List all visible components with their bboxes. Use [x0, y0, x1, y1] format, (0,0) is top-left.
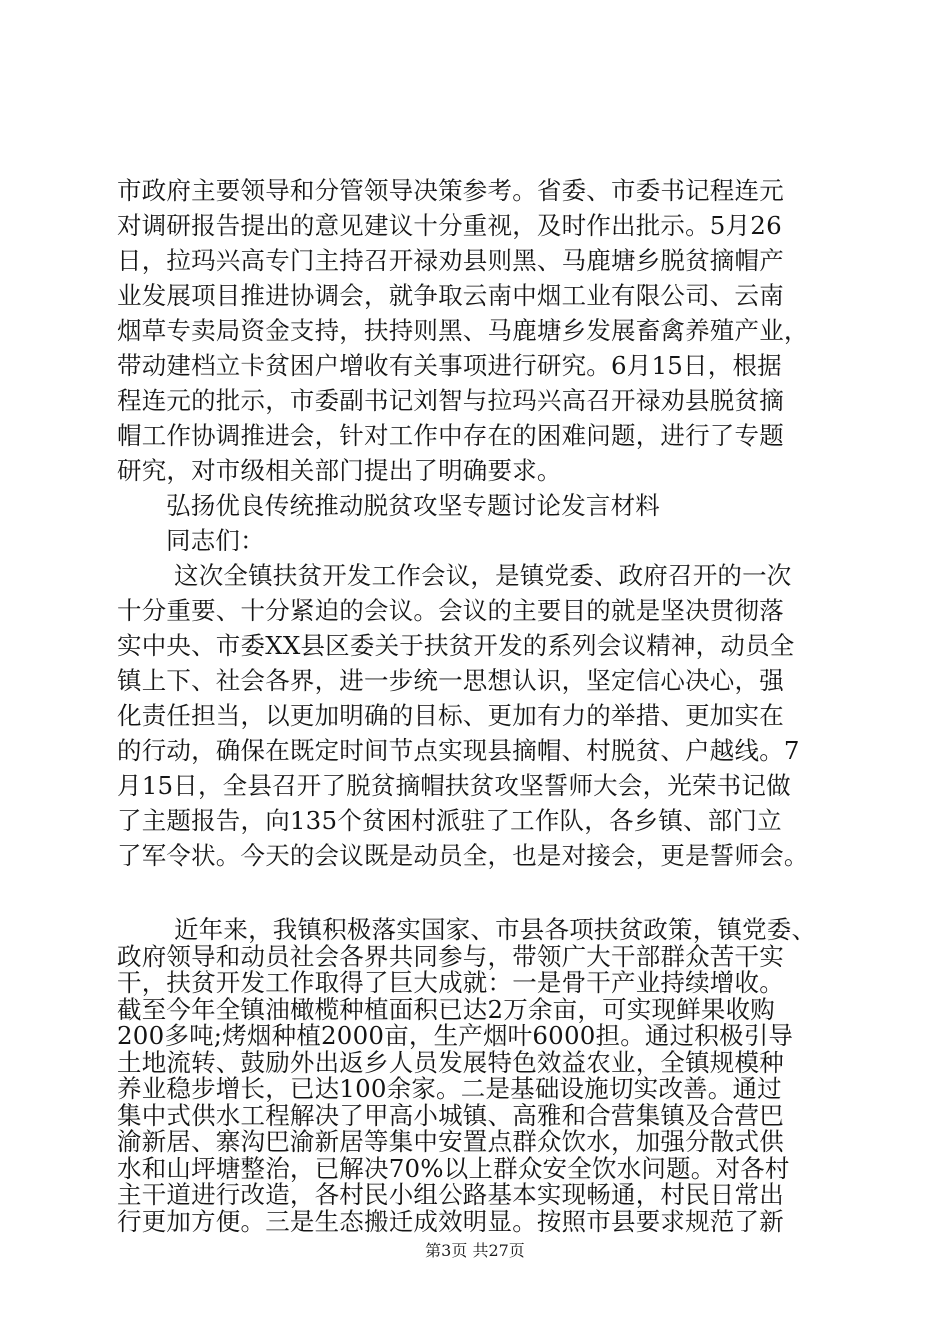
paragraph-line: 干，扶贫开发工作取得了巨大成就：一是骨干产业持续增收。	[117, 968, 784, 997]
paragraph-line: 日，拉玛兴高专门主持召开禄劝县则黑、马鹿塘乡脱贫摘帽产	[117, 246, 784, 275]
paragraph-line: 水和山坪塘整治，已解决70%以上群众安全饮水问题。对各村	[117, 1153, 790, 1183]
paragraph-line: 渝新居、寨沟巴渝新居等集中安置点群众饮水，加强分散式供	[117, 1127, 784, 1156]
paragraph-line: 的行动，确保在既定时间节点实现县摘帽、村脱贫、户越线。7	[117, 736, 800, 765]
paragraph-line: 带动建档立卡贫困户增收有关事项进行研究。6月15日，根据	[117, 351, 782, 380]
paragraph-line: 镇上下、社会各界，进一步统一思想认识，坚定信心决心，强	[117, 666, 784, 695]
paragraph-line: 行更加方便。三是生态搬迁成效明显。按照市县要求规范了新	[117, 1206, 784, 1236]
paragraph-line: 近年来，我镇积极落实国家、市县各项扶贫政策，镇党委、	[174, 915, 817, 944]
paragraph-line: 化责任担当，以更加明确的目标、更加有力的举措、更加实在	[117, 701, 784, 730]
paragraph-line: 市政府主要领导和分管领导决策参考。省委、市委书记程连元	[117, 176, 784, 205]
paragraph-line: 主干道进行改造，各村民小组公路基本实现畅通，村民日常出	[117, 1180, 784, 1209]
paragraph-line: 研究，对市级相关部门提出了明确要求。	[117, 456, 562, 485]
page-number-footer: 第3页 共27页	[425, 1241, 525, 1260]
paragraph-line: 业发展项目推进协调会，就争取云南中烟工业有限公司、云南	[117, 281, 784, 310]
paragraph-line: 烟草专卖局资金支持，扶持则黑、马鹿塘乡发展畜禽养殖产业，	[117, 316, 809, 345]
paragraph-line: 养业稳步增长，已达100余家。二是基础设施切实改善。通过	[117, 1074, 782, 1103]
paragraph-line: 200多吨;烤烟种植2000亩，生产烟叶6000担。通过积极引导	[117, 1021, 794, 1050]
greeting: 同志们：	[166, 526, 265, 555]
paragraph-line: 集中式供水工程解决了甲高小城镇、高雅和合营集镇及合营巴	[117, 1100, 784, 1130]
paragraph-line: 了军令状。今天的会议既是动员全，也是对接会，更是誓师会。	[117, 841, 809, 870]
paragraph-line: 这次全镇扶贫开发工作会议，是镇党委、政府召开的一次	[174, 561, 792, 590]
paragraph-line: 十分重要、十分紧迫的会议。会议的主要目的就是坚决贯彻落	[117, 596, 784, 625]
section-title: 弘扬优良传统推动脱贫攻坚专题讨论发言材料	[166, 491, 660, 520]
paragraph-line: 对调研报告提出的意见建议十分重视，及时作出批示。5月26	[117, 211, 782, 240]
paragraph-line: 帽工作协调推进会，针对工作中存在的困难问题，进行了专题	[117, 421, 784, 450]
paragraph-line: 政府领导和动员社会各界共同参与，带领广大干部群众苦干实	[117, 941, 784, 971]
paragraph-line: 截至今年全镇油橄榄种植面积已达2万余亩，可实现鲜果收购	[117, 994, 775, 1024]
paragraph-line: 程连元的批示，市委副书记刘智与拉玛兴高召开禄劝县脱贫摘	[117, 386, 784, 415]
paragraph-line: 实中央、市委XX县区委关于扶贫开发的系列会议精神，动员全	[117, 631, 795, 660]
paragraph-line: 了主题报告，向135个贫困村派驻了工作队，各乡镇、部门立	[117, 806, 782, 835]
paragraph-line: 土地流转、鼓励外出返乡人员发展特色效益农业，全镇规模种	[117, 1047, 784, 1077]
paragraph-line: 月15日，全县召开了脱贫摘帽扶贫攻坚誓师大会，光荣书记做	[117, 771, 791, 800]
